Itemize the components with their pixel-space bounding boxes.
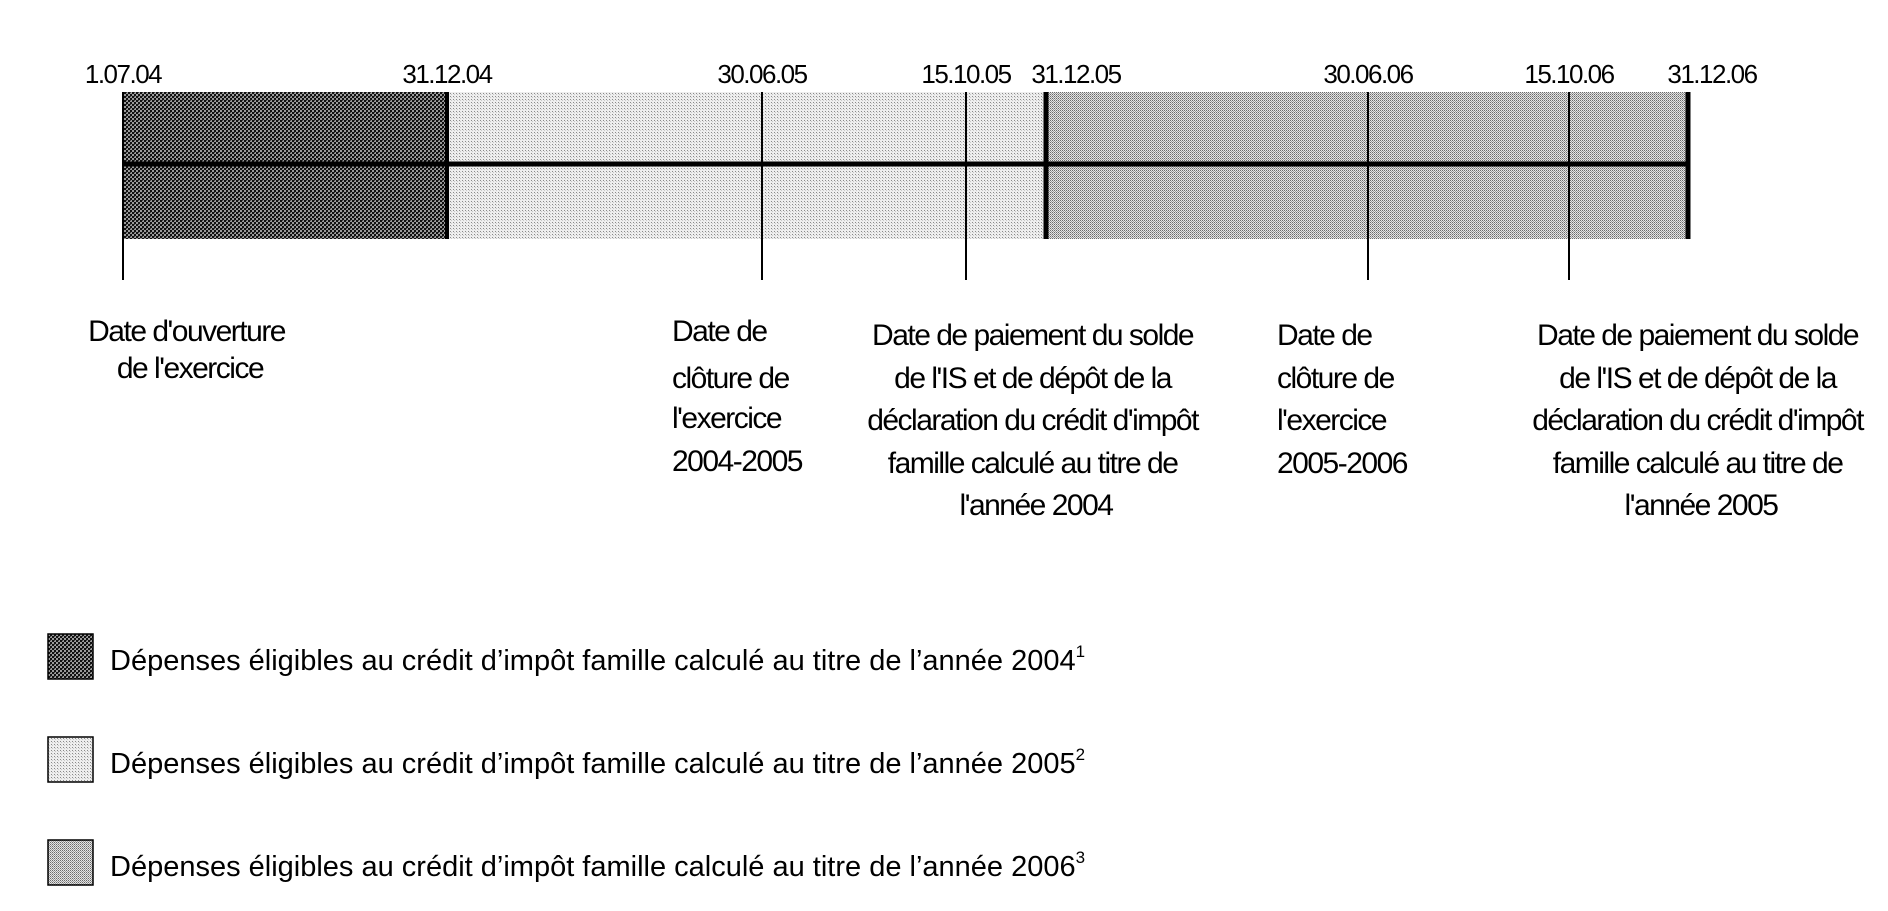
date-label: 31.12.06 xyxy=(1667,59,1757,89)
date-label: 30.06.06 xyxy=(1323,59,1413,89)
callout-opening-date: Date d'ouverture de l'exercice xyxy=(88,315,286,385)
date-label: 15.10.05 xyxy=(921,59,1011,89)
callout-payment-2004: Date de paiement du solde de l'IS et de dépôt de la déclaration du crédit d'impôt famille calculé au titre de l'année 2004 xyxy=(867,319,1198,522)
legend-swatch-2006 xyxy=(48,840,93,885)
legend-label-2004: Dépenses éligibles au crédit d’impôt famille calculé au titre de l’année 2004$^1$ xyxy=(110,642,1086,677)
legend-label-2006: Dépenses éligibles au crédit d’impôt famille calculé au titre de l’année 2006$^3$ xyxy=(110,848,1086,883)
legend-label-2005: Dépenses éligibles au crédit d’impôt famille calculé au titre de l’année 2005$^2$ xyxy=(110,745,1086,780)
callout-closing-2005-2006: Date de clôture de l'exercice 2005-2006 xyxy=(1277,319,1407,480)
callout-payment-2005: Date de paiement du solde de l'IS et de dépôt de la déclaration du crédit d'impôt famille calculé au titre de l'année 2005 xyxy=(1532,319,1863,522)
date-label: 1.07.04 xyxy=(84,59,162,89)
date-label: 30.06.05 xyxy=(717,59,807,89)
legend-swatch-2004 xyxy=(48,634,93,679)
legend-swatch-2005 xyxy=(48,737,93,782)
date-label: 31.12.04 xyxy=(402,59,492,89)
date-label: 31.12.05 xyxy=(1031,59,1121,89)
callout-closing-2004-2005: Date de clôture de l'exercice 2004-2005 xyxy=(672,315,802,478)
date-label: 15.10.06 xyxy=(1524,59,1614,89)
